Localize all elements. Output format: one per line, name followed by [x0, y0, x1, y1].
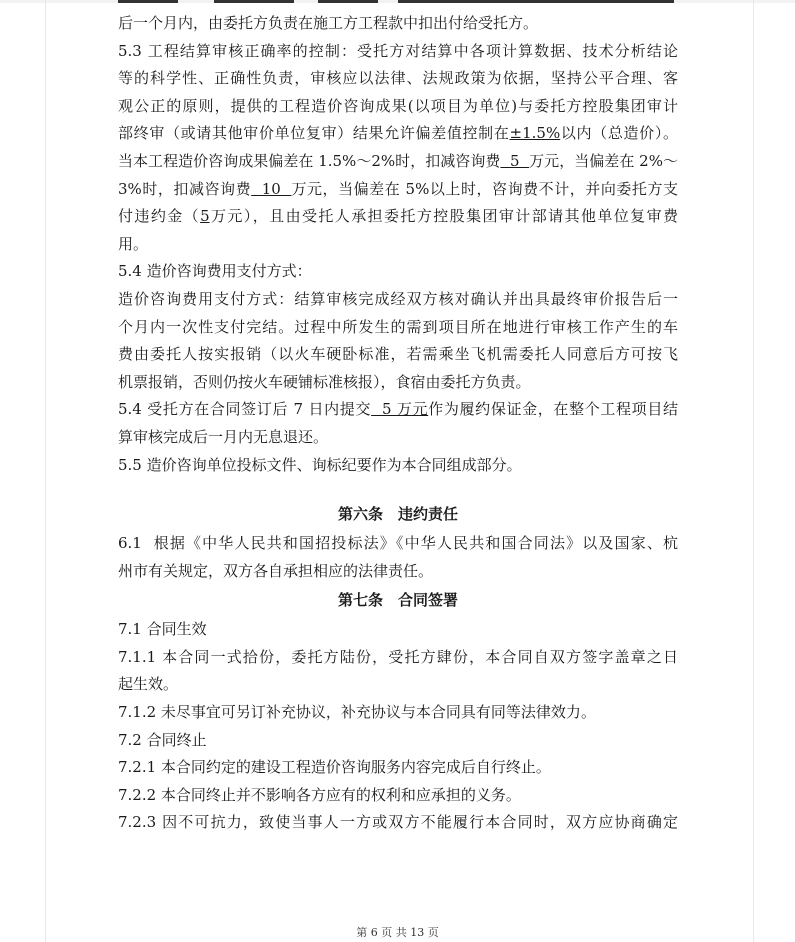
document-body	[118, 10, 678, 837]
underlined-value: 5	[500, 151, 530, 170]
text-segment: 万元），且由受托人承担委托方控股集团审计部请其他单位复审费	[209, 207, 678, 226]
text-segment: 7.2.3 因不可抗力，致使当事人一方或双方不能履行本合同时，双方应协商确定	[118, 813, 678, 832]
heading-article-7: 第七条 合同签署	[337, 591, 458, 610]
text-line	[118, 203, 678, 231]
text-segment: 作为履约保证金，在整个工程项目结	[428, 400, 678, 419]
text-line	[118, 782, 678, 810]
text-line	[118, 120, 678, 148]
text-line	[118, 558, 678, 586]
text-segment: 费由委托人按实报销（以火车硬卧标准，若需乘坐飞机需委托人同意后方可按飞	[118, 345, 678, 364]
text-line	[118, 809, 678, 837]
text-line	[118, 727, 678, 755]
text-segment: 7.1.2 未尽事宜可另订补充协议，补充协议与本合同具有同等法律效力。	[118, 703, 596, 722]
underlined-value: 5 万元	[371, 400, 429, 419]
text-segment: 后一个月内，由委托方负责在施工方工程款中扣出付给受托方。	[118, 14, 539, 32]
text-line	[118, 38, 678, 66]
text-segment: 7.2 合同终止	[118, 730, 207, 749]
text-segment: 机票报销，否则仍按火车硬铺标准核报），食宿由委托方负责。	[118, 372, 531, 391]
text-segment: 7.1 合同生效	[118, 620, 207, 639]
text-segment: 等的科学性、正确性负责，审核应以法律、法规政策为依据，坚持公平合理、客	[118, 69, 678, 88]
text-segment: 5.5 造价咨询单位投标文件、询标纪要作为本合同组成部分。	[118, 455, 522, 474]
text-line	[118, 424, 678, 452]
text-segment: 观公正的原则，提供的工程造价咨询成果(以项目为单位)与委托方控股集团审计	[118, 96, 678, 115]
underlined-value: 5	[200, 207, 210, 226]
text-line	[118, 93, 678, 121]
text-line	[118, 530, 678, 558]
text-line	[118, 671, 678, 699]
text-line	[118, 341, 678, 369]
text-line	[118, 644, 678, 672]
text-segment: 万元，当偏差在 2%～	[529, 151, 678, 170]
text-line	[118, 369, 678, 397]
text-segment: 7.1.1 本合同一式拾份，委托方陆份，受托方肆份，本合同自双方签字盖章之日	[118, 647, 678, 666]
text-segment: 个月内一次性支付完结。过程中所发生的需到项目所在地进行审核工作产生的车	[118, 317, 678, 336]
text-line	[118, 231, 678, 259]
left-margin-line	[45, 0, 46, 942]
text-line	[118, 10, 678, 38]
section-gap	[118, 479, 678, 499]
text-line	[118, 616, 678, 644]
text-segment: 州市有关规定，双方各自承担相应的法律责任。	[118, 561, 434, 580]
text-line	[118, 396, 678, 424]
text-segment: 7.2.1 本合同约定的建设工程造价咨询服务内容完成后自行终止。	[118, 758, 551, 777]
text-segment: 5.3 工程结算审核正确率的控制：受托方对结算中各项计算数据、技术分析结论	[118, 41, 678, 60]
right-margin-line	[753, 0, 754, 942]
text-segment: 5.4 受托方在合同签订后 7 日内提交	[118, 400, 372, 419]
text-segment: 造价咨询费用支付方式：结算审核完成经双方核对确认并出具最终审价报告后一	[118, 289, 678, 308]
section-6-text	[118, 530, 678, 585]
text-segment: 用。	[118, 234, 149, 253]
text-line	[118, 286, 678, 314]
text-line	[118, 148, 678, 176]
underlined-value: 10	[251, 179, 292, 198]
text-segment: 当本工程造价咨询成果偏差在 1.5%～2%时，扣减咨询费	[118, 151, 501, 170]
text-line	[118, 65, 678, 93]
text-line	[118, 314, 678, 342]
text-segment: 7.2.2 本合同终止并不影响各方应有的权利和应承担的义务。	[118, 785, 521, 804]
text-line	[118, 699, 678, 727]
text-segment: 5.4 造价咨询费用支付方式：	[118, 262, 312, 281]
text-segment: 付违约金（	[118, 207, 201, 226]
heading-article-6: 第六条 违约责任	[337, 505, 458, 524]
section-5-text	[118, 10, 678, 479]
text-segment: 3%时，扣减咨询费	[118, 179, 252, 198]
text-segment: 万元，当偏差在 5%以上时，咨询费不计，并向委托方支	[291, 179, 678, 198]
text-line	[118, 176, 678, 204]
cut-off-previous-line	[118, 0, 674, 4]
section-7-text	[118, 616, 678, 837]
text-line	[118, 258, 678, 286]
underlined-value: ±1.5%	[509, 124, 561, 143]
text-segment: 以内（总造价）。	[560, 124, 678, 143]
text-line	[118, 754, 678, 782]
text-segment: 部终审（或请其他审价单位复审）结果允许偏差值控制在	[118, 124, 510, 143]
text-line	[118, 452, 678, 480]
text-segment: 6.1 根据《中华人民共和国招投标法》《中华人民共和国合同法》以及国家、杭	[118, 534, 678, 553]
text-segment: 算审核完成后一月内无息退还。	[118, 427, 329, 446]
text-segment: 起生效。	[118, 675, 179, 694]
page-number-footer: 第 6 页 共 13 页	[356, 926, 439, 939]
